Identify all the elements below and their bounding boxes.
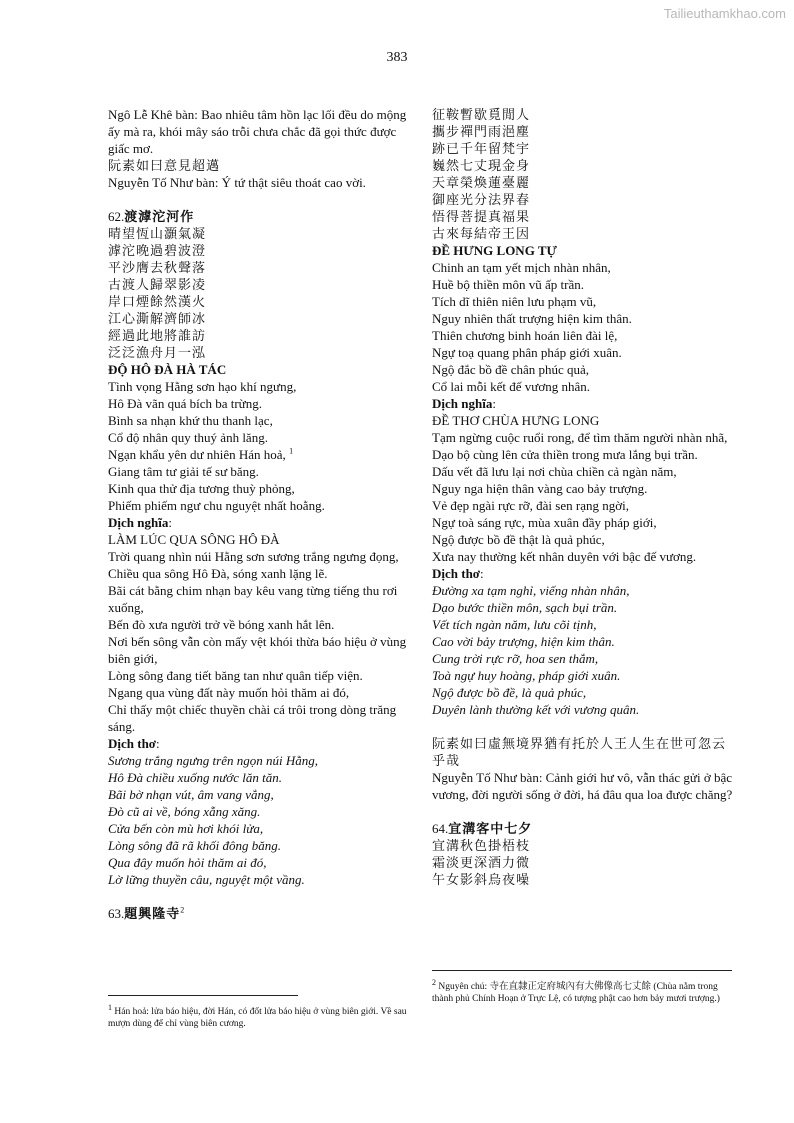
- translation-line: Bãi cát bằng chim nhạn bay kêu vang từng tiếng thu rơi xuống,: [108, 583, 398, 615]
- verse-translation-line: Lòng sông đã rã khối đông băng.: [108, 838, 281, 853]
- poem-63-comment-translation: Nguyễn Tố Như bàn: Cảnh giới hư vô, vẫn thác gửi ở bậc vương, đời người sống ở đời, há đâu qua loa được chăng?: [432, 770, 733, 802]
- translation-line: Bến đò xưa người trở về bóng xanh hắt lên.: [108, 617, 335, 632]
- transliteration-line: Huề bộ thiền môn vũ ấp trần.: [432, 277, 584, 292]
- dich-nghia-title: LÀM LÚC QUA SÔNG HÔ ĐÀ: [108, 532, 280, 547]
- verse-translation-line: Vết tích ngàn năm, lưu cõi tịnh,: [432, 617, 597, 632]
- transliteration-line: Hô Đà vãn quá bích ba trừng.: [108, 396, 262, 411]
- footnote-text: Hán hoả: lửa báo hiệu, đời Hán, có đốt lửa báo hiệu ở vùng biên giới. Về sau mượn dùng để chỉ vùng biên cương.: [108, 1007, 407, 1029]
- poem-64-han-text: [432, 837, 738, 888]
- han-verse-line: 巍然七丈現金身: [432, 158, 531, 173]
- intro-comment: Ngô Lễ Khê bàn: Bao nhiêu tâm hồn lạc lối đều do mộng ấy mà ra, khói mây sáo trỗi chưa chắc đã gọi thức được giấc mơ.: [108, 107, 407, 156]
- translation-line: Lòng sông đang tiết băng tan như quân tiếp viện.: [108, 668, 363, 683]
- verse-translation-line: Duyên lành thường kết với vương quân.: [432, 702, 640, 717]
- verse-translation-line: Lờ lững thuyền câu, nguyệt một vầng.: [108, 872, 305, 887]
- verse-translation-line: Ngộ được bồ đề, là quả phúc,: [432, 685, 587, 700]
- footnote-2: [432, 970, 738, 1005]
- poem-62-literal-translation: [108, 548, 410, 735]
- page-number: 383: [386, 50, 408, 65]
- poem-63-literal-translation: [432, 429, 738, 565]
- footnote-1: [108, 995, 410, 1030]
- transliteration-line: Cổ độ nhân quy thuý ảnh lăng.: [108, 430, 268, 445]
- translation-line: Dạo bộ cùng lên cửa thiền trong mưa lắng bụi trần.: [432, 447, 698, 462]
- poem-number: 62.: [108, 209, 125, 224]
- verse-translation-line: Qua đây muốn hỏi thăm ai đó,: [108, 855, 267, 870]
- poem-64-heading: 64.宜溝客中七夕: [432, 821, 533, 836]
- translation-line: Chỉ thấy một chiếc thuyền chài cá trôi trong dòng trăng sáng.: [108, 702, 397, 734]
- footnote-text: Nguyên chú: 寺在直隸正定府城內有大佛像高七丈餘 (Chùa nằm trong thành phủ Chính Hoạn ở Trực Lệ, có tượng phật cao hơn bảy mươi trượng.): [432, 982, 720, 1004]
- translation-line: Nguy nga hiện thân vàng cao bảy trượng.: [432, 481, 648, 496]
- poem-63-title-viet: ĐỀ HƯNG LONG TỰ: [432, 243, 557, 258]
- translation-line: Ngang qua vùng đất này muốn hỏi thăm ai đó,: [108, 685, 350, 700]
- transliteration-line: Thiên chương binh hoán liên đài lệ,: [432, 328, 618, 343]
- han-verse-line: 平沙膺去秋聲落: [108, 260, 207, 275]
- han-verse-line: 午女影斜烏夜噪: [432, 872, 531, 887]
- dich-tho-label: Dịch thơ:: [432, 566, 484, 581]
- transliteration-line: Tình vọng Hằng sơn hạo khí ngưng,: [108, 379, 297, 394]
- han-verse-line: 泛泛漁舟月一泓: [108, 345, 207, 360]
- translation-line: Vẻ đẹp ngài rực rỡ, đài sen rạng ngời,: [432, 498, 629, 513]
- verse-translation-line: Dạo bước thiền môn, sạch bụi trần.: [432, 600, 618, 615]
- transliteration-line: Chinh an tạm yết mịch nhàn nhân,: [432, 260, 611, 275]
- transliteration-line: Ngạn khẩu yên dư nhiên Hán hoả, $^1$: [108, 446, 294, 462]
- han-verse-line: 古渡人歸翠影凌: [108, 277, 207, 292]
- han-verse-line: 霜淡更深酒力微: [432, 855, 531, 870]
- poem-title-han: 渡滹沱河作: [124, 209, 195, 224]
- footnote-ref-1[interactable]: 1: [289, 446, 294, 456]
- verse-translation-line: Bãi bờ nhạn vút, âm vang vẳng,: [108, 787, 274, 802]
- poem-62-verse-translation: [108, 752, 410, 888]
- han-verse-line: 經過此地將誰訪: [108, 328, 207, 343]
- verse-translation-line: Đò cũ ai về, bóng xẵng xăng.: [108, 804, 261, 819]
- transliteration-line: Nguy nhiên thất trượng hiện kim thân.: [432, 311, 632, 326]
- han-verse-line: 晴望恆山灝氣凝: [108, 226, 207, 241]
- translation-line: Nơi bến sông vẫn còn mấy vệt khói thừa báo hiệu ở vùng biên giới,: [108, 634, 407, 666]
- translation-line: Trời quang nhìn núi Hằng sơn sương trắng ngưng đọng,: [108, 549, 399, 564]
- verse-translation-line: Cao vời bảy trượng, hiện kim thân.: [432, 634, 615, 649]
- transliteration-line: Cổ lai mỗi kết đế vương nhân.: [432, 379, 590, 394]
- poem-62-heading: [108, 208, 410, 225]
- poem-63-transliteration: [432, 259, 738, 395]
- dich-nghia-title: ĐỀ THƠ CHÙA HƯNG LONG: [432, 413, 600, 428]
- han-verse-line: 跡已千年留梵宇: [432, 141, 531, 156]
- footnote-ref-2[interactable]: 2: [180, 905, 185, 915]
- footnote-mark: 2: [432, 977, 436, 987]
- transliteration-line: Ngộ đắc bồ đề chân phúc quả,: [432, 362, 590, 377]
- footnote-divider: [432, 970, 732, 971]
- translation-line: Dấu vết đã lưu lại nơi chùa chiền cả ngàn năm,: [432, 464, 677, 479]
- han-verse-line: 岸口煙餘然漢火: [108, 294, 207, 309]
- verse-translation-line: Hô Đà chiều xuống nước lăn tăn.: [108, 770, 282, 785]
- transliteration-line: Bình sa nhạn khứ thu thanh lạc,: [108, 413, 273, 428]
- translation-line: Ngộ được bồ đề thật là quả phúc,: [432, 532, 605, 547]
- transliteration-line: Kinh qua thử địa tương thuỳ phỏng,: [108, 481, 295, 496]
- dich-tho-label: Dịch thơ:: [108, 736, 160, 751]
- right-column: [432, 106, 738, 888]
- translation-line: Xưa nay thường kết nhân duyên với bậc đế vương.: [432, 549, 697, 564]
- han-verse-line: 天章榮煥蓮臺麗: [432, 175, 531, 190]
- verse-translation-line: Cửa bến còn mù hơi khói lửa,: [108, 821, 264, 836]
- watermark: Tailieuthamkhao.com: [663, 6, 786, 21]
- transliteration-line: Tích dĩ thiên niên lưu phạm vũ,: [432, 294, 597, 309]
- translation-line: Ngự toà sáng rực, mùa xuân đầy pháp giới,: [432, 515, 657, 530]
- poem-63-han-comment: 阮素如曰虛無境界猶有托於人王人生在世可忽云乎哉: [432, 736, 727, 768]
- poem-62-han-text: [108, 225, 410, 361]
- han-verse-line: 滹沱晚過碧波澄: [108, 243, 207, 258]
- han-verse-line: 江心澌解濟師冰: [108, 311, 207, 326]
- poem-63-heading: 63.題興隆寺$^2$: [108, 905, 185, 921]
- dich-nghia-label: Dịch nghĩa:: [108, 515, 172, 530]
- footnote-mark: 1: [108, 1002, 112, 1012]
- verse-translation-line: Cung trời rực rỡ, hoa sen thắm,: [432, 651, 599, 666]
- translation-line: Chiều qua sông Hô Đà, sóng xanh lặng lẽ.: [108, 566, 328, 581]
- dich-nghia-label: Dịch nghĩa:: [432, 396, 496, 411]
- verse-translation-line: Đường xa tạm nghỉ, viếng nhàn nhân,: [432, 583, 630, 598]
- han-verse-line: 古來每結帝王因: [432, 226, 531, 241]
- transliteration-line: Ngự toạ quang phân pháp giới xuân.: [432, 345, 622, 360]
- verse-translation-line: Sương trắng ngưng trên ngọn núi Hằng,: [108, 753, 318, 768]
- han-verse-line: 御座光分法界春: [432, 192, 531, 207]
- transliteration-line: Phiếm phiếm ngư chu nguyệt nhất hoằng.: [108, 498, 325, 513]
- translation-line: Tạm ngừng cuộc ruổi rong, để tìm thăm người nhàn nhã,: [432, 430, 728, 445]
- poem-63-verse-translation: [432, 582, 738, 718]
- poem-62-transliteration: [108, 378, 410, 514]
- han-verse-line: 攜步禪門雨浥塵: [432, 124, 531, 139]
- han-verse-line: 悟得菩提真福果: [432, 209, 531, 224]
- han-verse-line: 宜溝秋色掛梧枝: [432, 838, 531, 853]
- intro-comment-translation: Nguyễn Tố Như bàn: Ý tứ thật siêu thoát cao vời.: [108, 175, 366, 190]
- intro-han-comment: 阮素如曰意見超邁: [108, 158, 221, 173]
- poem-62-title-viet: ĐỘ HÔ ĐÀ HÀ TÁC: [108, 362, 227, 377]
- han-verse-line: 征鞍暫歇覓閒人: [432, 107, 531, 122]
- poem-63-han-text: [432, 106, 738, 242]
- verse-translation-line: Toà ngự huy hoàng, pháp giới xuân.: [432, 668, 621, 683]
- transliteration-line: Giang tâm tư giải tế sư băng.: [108, 464, 259, 479]
- left-column: [108, 106, 410, 922]
- footnote-divider: [108, 995, 298, 996]
